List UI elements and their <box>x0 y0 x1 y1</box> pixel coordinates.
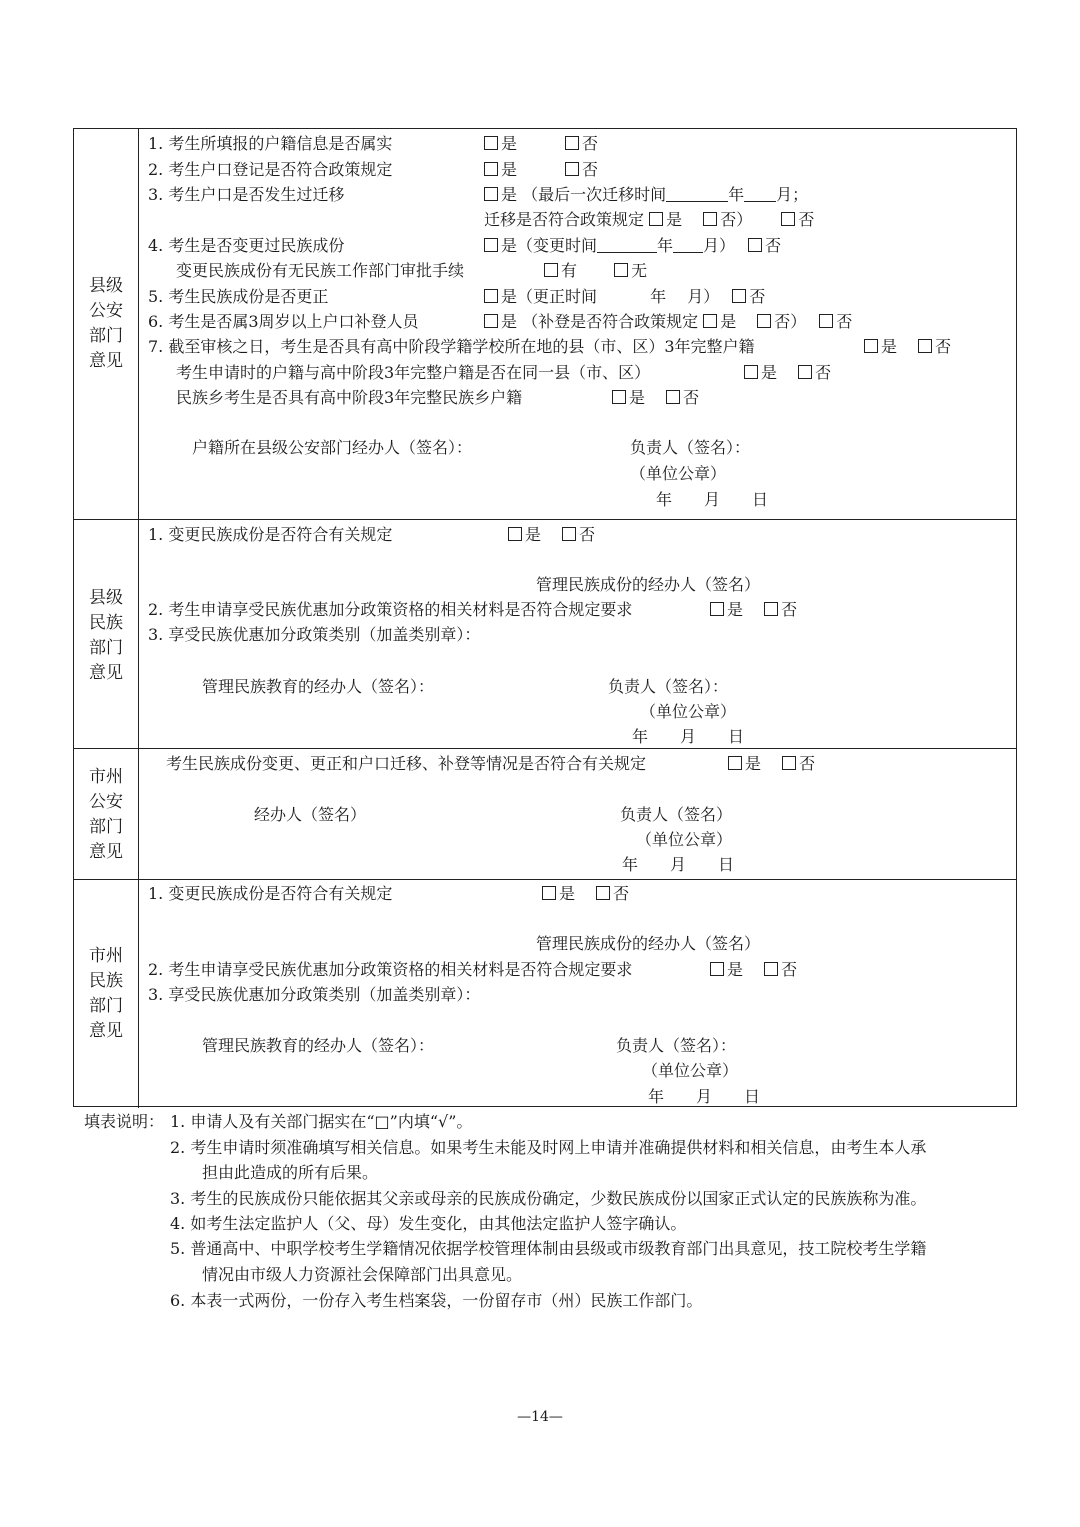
checkbox-yes[interactable] <box>703 314 717 328</box>
instruction-item: 3. 考生的民族成份只能依据其父亲或母亲的民族成份确定，少数民族成份以国家正式认定的民族族称为准。 <box>170 1189 927 1208</box>
signer-label: 经办人（签名） <box>254 805 367 824</box>
blank-field[interactable] <box>597 238 657 253</box>
seal-label: （单位公章） <box>636 830 733 849</box>
checkbox-yes[interactable] <box>484 162 498 176</box>
page-number: —14— <box>517 1409 563 1425</box>
blank-field[interactable] <box>673 238 703 253</box>
checkbox-no[interactable] <box>782 756 796 770</box>
checkbox-yes[interactable] <box>484 136 498 150</box>
checkbox-yes[interactable] <box>484 187 498 201</box>
q1-options: 是 否 <box>728 753 815 775</box>
instruction-item: 情况由市级人力资源社会保障部门出具意见。 <box>202 1265 523 1284</box>
q7-sub2: 民族乡考生是否具有高中阶段3年完整民族乡户籍 <box>176 388 523 407</box>
instructions-heading: 填表说明： <box>84 1112 165 1131</box>
county-ethnic-section <box>74 519 1016 748</box>
seal-label: （单位公章） <box>642 1061 739 1080</box>
checkbox-yes[interactable] <box>484 314 498 328</box>
date-label: 年 月 日 <box>622 855 735 874</box>
question-2: 2. 考生申请享受民族优惠加分政策资格的相关材料是否符合规定要求 <box>148 600 633 619</box>
signer-label: 管理民族成份的经办人（签名） <box>536 575 761 594</box>
q4-sub-options: 有 无 <box>544 260 647 282</box>
instruction-item: 5. 普通高中、中职学校考生学籍情况依据学校管理体制由县级或市级教育部门出具意见，技工院校考生学籍 <box>170 1239 927 1258</box>
q5-options: 是（更正时间 年 月） 否 <box>484 286 765 308</box>
checkbox-yes[interactable] <box>612 390 626 404</box>
checkbox-no[interactable] <box>748 238 762 252</box>
checkbox-no[interactable] <box>666 390 680 404</box>
instruction-item: 6. 本表一式两份，一份存入考生档案袋，一份留存市（州）民族工作部门。 <box>170 1291 703 1310</box>
checkbox-yes[interactable] <box>544 263 558 277</box>
head-signature-label: 负责人（签名）： <box>630 438 751 457</box>
checkbox-no[interactable] <box>819 314 833 328</box>
q2-options: 是 否 <box>710 959 797 981</box>
seal-label: （单位公章） <box>640 702 737 721</box>
q1-options: 是 否 <box>542 883 629 905</box>
checkbox-no[interactable] <box>703 212 717 226</box>
section-label: 市州 民族 部门 意见 <box>89 946 123 1041</box>
checkbox-no[interactable] <box>757 314 771 328</box>
city-police-section <box>74 748 1016 879</box>
checkbox-yes[interactable] <box>484 238 498 252</box>
section-label: 县级 民族 部门 意见 <box>89 588 123 683</box>
question-4: 4. 考生是否变更过民族成份 <box>148 236 345 255</box>
seal-label: （单位公章） <box>630 464 727 483</box>
q7-sub1: 考生申请时的户籍与高中阶段3年完整户籍是否在同一县（市、区） <box>176 363 651 382</box>
question-1: 1. 考生所填报的户籍信息是否属实 <box>148 134 393 153</box>
checkbox-yes[interactable] <box>744 365 758 379</box>
q7-options: 是 否 <box>864 336 951 358</box>
q2-options: 是 否 <box>484 159 598 181</box>
question-2: 2. 考生户口登记是否符合政策规定 <box>148 160 393 179</box>
column-divider <box>138 520 139 748</box>
q7-sub1-options: 是 否 <box>744 362 831 384</box>
checkbox-no[interactable] <box>918 339 932 353</box>
q3-sub: 迁移是否符合政策规定 是 否） 否 <box>484 210 815 229</box>
question-1: 考生民族成份变更、更正和户口迁移、补登等情况是否符合有关规定 <box>166 754 647 773</box>
checkbox-no[interactable] <box>732 289 746 303</box>
date-label: 年 月 日 <box>656 490 769 509</box>
checkbox-yes[interactable] <box>710 962 724 976</box>
question-3: 3. 考生户口是否发生过迁移 <box>148 185 345 204</box>
signer-label: 户籍所在县级公安部门经办人（签名）： <box>192 438 473 457</box>
q4-options: 是（变更时间 年 月） 否 <box>484 235 781 257</box>
checkbox-no[interactable] <box>596 886 610 900</box>
county-police-section <box>74 129 1016 519</box>
date-label: 年 月 日 <box>632 727 745 746</box>
column-divider <box>138 749 139 879</box>
checkbox-yes[interactable] <box>508 527 522 541</box>
question-1: 1. 变更民族成份是否符合有关规定 <box>148 525 393 544</box>
question-3: 3. 享受民族优惠加分政策类别（加盖类别章）： <box>148 625 481 644</box>
question-7: 7. 截至审核之日，考生是否具有高中阶段学籍学校所在地的县（市、区）3年完整户籍 <box>148 337 755 356</box>
q4-sub: 变更民族成份有无民族工作部门审批手续 <box>176 261 465 280</box>
blank-field[interactable] <box>666 187 728 202</box>
checkbox-no[interactable] <box>565 162 579 176</box>
q1-options: 是 否 <box>508 524 595 546</box>
q7-sub2-options: 是 否 <box>612 387 699 409</box>
instruction-item: 4. 如考生法定监护人（父、母）发生变化，由其他法定监护人签字确认。 <box>170 1214 687 1233</box>
checkbox-yes[interactable] <box>649 212 663 226</box>
q6-options: 是 （补登是否符合政策规定 是 否） 否 <box>484 311 852 333</box>
signer-label: 管理民族教育的经办人（签名）： <box>202 1036 435 1055</box>
checkbox-yes[interactable] <box>542 886 556 900</box>
checkbox-no[interactable] <box>562 527 576 541</box>
question-2: 2. 考生申请享受民族优惠加分政策资格的相关材料是否符合规定要求 <box>148 960 633 979</box>
question-5: 5. 考生民族成份是否更正 <box>148 287 329 306</box>
question-1: 1. 变更民族成份是否符合有关规定 <box>148 884 393 903</box>
review-form-table <box>73 128 1017 1107</box>
question-3: 3. 享受民族优惠加分政策类别（加盖类别章）： <box>148 985 481 1004</box>
signer-label: 管理民族教育的经办人（签名）： <box>202 677 435 696</box>
checkbox-no[interactable] <box>781 212 795 226</box>
checkbox-yes[interactable] <box>728 756 742 770</box>
checkbox-no[interactable] <box>798 365 812 379</box>
city-ethnic-section <box>74 879 1016 1108</box>
checkbox-no[interactable] <box>565 136 579 150</box>
head-signature-label: 负责人（签名） <box>620 805 733 824</box>
checkbox-no[interactable] <box>764 602 778 616</box>
head-signature-label: 负责人（签名）： <box>608 677 729 696</box>
instruction-item: 担由此造成的所有后果。 <box>202 1163 379 1182</box>
q1-options: 是 否 <box>484 133 598 155</box>
signer-label: 管理民族成份的经办人（签名） <box>536 934 761 953</box>
question-6: 6. 考生是否属3周岁以上户口补登人员 <box>148 312 419 331</box>
checkbox-yes[interactable] <box>484 289 498 303</box>
checkbox-no[interactable] <box>764 962 778 976</box>
section-label: 市州 公安 部门 意见 <box>89 767 123 862</box>
head-signature-label: 负责人（签名）： <box>616 1036 737 1055</box>
section-label: 县级 公安 部门 意见 <box>89 276 123 371</box>
checkbox-yes[interactable] <box>864 339 878 353</box>
column-divider <box>138 880 139 1108</box>
checkbox-no[interactable] <box>614 263 628 277</box>
column-divider <box>138 129 139 519</box>
instruction-item: 1. 申请人及有关部门据实在“□”内填“√”。 <box>170 1112 473 1131</box>
q3-options: 是 （最后一次迁移时间 年 月； <box>484 184 808 206</box>
instruction-item: 2. 考生申请时须准确填写相关信息。如果考生未能及时网上申请并准确提供材料和相关信息，由考生本人承 <box>170 1138 927 1157</box>
date-label: 年 月 日 <box>648 1087 761 1106</box>
checkbox-yes[interactable] <box>710 602 724 616</box>
q2-options: 是 否 <box>710 599 797 621</box>
blank-field[interactable] <box>744 187 776 202</box>
